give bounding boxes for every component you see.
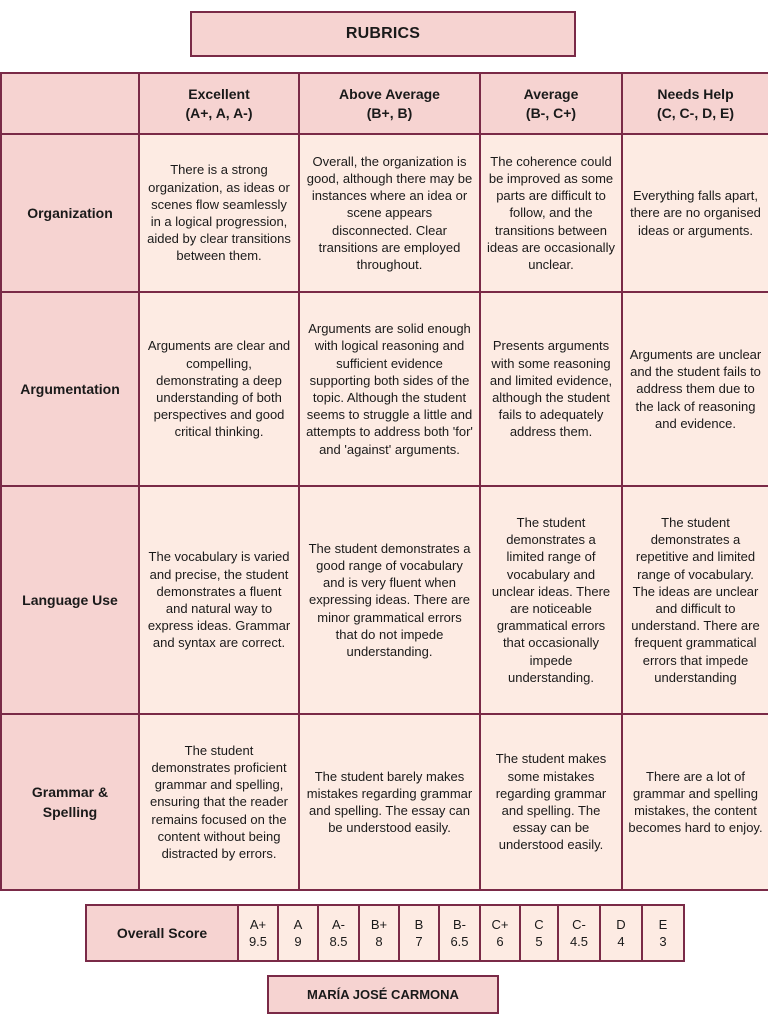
grade-cell-b-plus (359, 905, 399, 961)
table-row (1, 292, 768, 486)
grade-letter: D (616, 917, 626, 932)
grade-letter: A (293, 917, 303, 932)
rubric-cell: Arguments are clear and compelling, demonstrating a deep understanding of both perspectives and good critical thinking. (139, 292, 299, 486)
grade-score: 7 (415, 934, 423, 949)
corner-cell (1, 73, 139, 134)
column-header-needs-help (622, 73, 768, 134)
grade-score: 9.5 (248, 934, 268, 949)
overall-score-label: Overall Score (86, 905, 238, 961)
grade-score: 3 (659, 934, 667, 949)
rubric-cell: The student barely makes mistakes regarding grammar and spelling. The essay can be understood easily. (299, 714, 480, 890)
rubric-cell: Overall, the organization is good, although there may be instances where an idea or scene appears disconnected. Clear transitions are employed throughout. (299, 134, 480, 292)
criterion-argumentation: Argumentation (1, 292, 139, 486)
rubric-cell: The coherence could be improved as some parts are difficult to follow, and the transitions between ideas are occasionally unclear. (480, 134, 622, 292)
grade-letter: B- (453, 917, 466, 932)
grade-cell-e (642, 905, 684, 961)
rubric-cell: Presents arguments with some reasoning and limited evidence, although the student fails to adequately address them. (480, 292, 622, 486)
grade-score: 8.5 (329, 934, 348, 949)
table-row (1, 134, 768, 292)
grade-letter: C+ (491, 917, 509, 932)
grade-cell-a-plus (238, 905, 278, 961)
author-name: MARÍA JOSÉ CARMONA (267, 975, 499, 1014)
grade-letter: A+ (249, 917, 267, 932)
column-name: Average (523, 85, 579, 102)
grade-score: 6 (496, 934, 504, 949)
grade-score: 4.5 (569, 934, 589, 949)
column-grades: (B-, C+) (525, 104, 577, 121)
grade-cell-c (520, 905, 558, 961)
criterion-language-use: Language Use (1, 486, 139, 714)
grade-letter: C- (572, 917, 586, 932)
grade-letter: E (658, 917, 668, 932)
table-row (1, 714, 768, 890)
grade-score: 9 (294, 934, 302, 949)
criterion-organization: Organization (1, 134, 139, 292)
grade-score: 5 (535, 934, 543, 949)
grade-cell-a (278, 905, 318, 961)
page-title: RUBRICS (190, 11, 576, 57)
overall-score-table (85, 904, 685, 962)
rubric-cell: Arguments are solid enough with logical reasoning and sufficient evidence supporting both sides of the topic. Although the student seems to struggle a little and attempts to address both 'for' and 'against' arguments. (299, 292, 480, 486)
grade-score: 8 (375, 934, 383, 949)
grade-cell-a-minus (318, 905, 359, 961)
grade-score: 6.5 (450, 934, 469, 949)
column-header-excellent (139, 73, 299, 134)
column-header-average (480, 73, 622, 134)
column-grades: (B+, B) (366, 104, 413, 121)
grade-cell-c-plus (480, 905, 520, 961)
column-grades: (A+, A, A-) (185, 104, 253, 121)
grade-score: 4 (617, 934, 625, 949)
grade-cell-d (600, 905, 642, 961)
rubric-cell: The student demonstrates a limited range of vocabulary and unclear ideas. There are noticeable grammatical errors that occasionally impede understanding. (480, 486, 622, 714)
grade-cell-b-minus (439, 905, 480, 961)
grade-letter: B (414, 917, 424, 932)
grade-cell-b (399, 905, 439, 961)
column-grades: (C, C-, D, E) (657, 104, 734, 121)
column-name: Above Average (339, 85, 440, 102)
header-row (1, 73, 768, 134)
grade-cell-c-minus (558, 905, 600, 961)
grade-letter: C (534, 917, 544, 932)
criterion-grammar-spelling: Grammar & Spelling (1, 714, 139, 890)
column-name: Excellent (188, 85, 250, 102)
grade-letter: B+ (370, 917, 388, 932)
rubric-cell: The student makes some mistakes regarding grammar and spelling. The essay can be understood easily. (480, 714, 622, 890)
table-row (1, 486, 768, 714)
rubric-cell: Arguments are unclear and the student fails to address them due to the lack of reasoning and evidence. (622, 292, 768, 486)
rubric-cell: The student demonstrates proficient grammar and spelling, ensuring that the reader remains focused on the content without being distracted by errors. (139, 714, 299, 890)
rubric-table (0, 72, 768, 891)
rubric-cell: The student demonstrates a good range of vocabulary and is very fluent when expressing ideas. There are minor grammatical errors that do not impede understanding. (299, 486, 480, 714)
rubric-cell: There is a strong organization, as ideas or scenes flow seamlessly in a logical progression, aided by clear transitions between them. (139, 134, 299, 292)
column-name: Needs Help (657, 85, 734, 102)
grade-letter: A- (332, 917, 345, 932)
rubric-cell: Everything falls apart, there are no organised ideas or arguments. (622, 134, 768, 292)
rubric-cell: There are a lot of grammar and spelling mistakes, the content becomes hard to enjoy. (622, 714, 768, 890)
rubric-cell: The student demonstrates a repetitive and limited range of vocabulary. The ideas are unclear and difficult to understand. There are frequent grammatical errors that impede understanding (622, 486, 768, 714)
rubric-cell: The vocabulary is varied and precise, the student demonstrates a fluent and natural way to express ideas. Grammar and syntax are correct. (139, 486, 299, 714)
column-header-above-average (299, 73, 480, 134)
